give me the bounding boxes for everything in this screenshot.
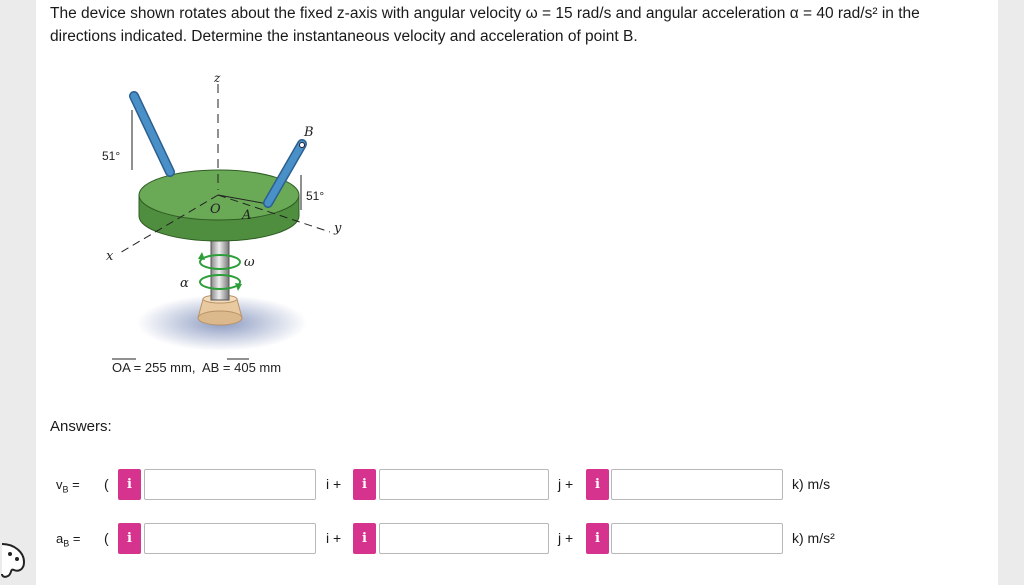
acceleration-subscript: B: [63, 538, 70, 549]
velocity-label: [56, 477, 80, 495]
answers-label: Answers:: [50, 418, 112, 435]
angle-right-label: 51°: [306, 189, 325, 203]
velocity-i-unit: i +: [326, 476, 342, 492]
acceleration-k-unit: k) m/s²: [792, 530, 835, 546]
omega-arrowhead: [198, 252, 205, 260]
velocity-i-input[interactable]: [144, 469, 316, 500]
problem-statement: [50, 2, 980, 48]
velocity-k-info-button[interactable]: i: [586, 469, 609, 500]
angle-left-label: 51°: [102, 149, 121, 163]
alpha-label: α: [180, 276, 189, 291]
acceleration-k-info-button[interactable]: i: [586, 523, 609, 554]
acceleration-symbol: a: [56, 531, 64, 546]
acceleration-equals: =: [72, 531, 81, 546]
velocity-j-input[interactable]: [379, 469, 549, 500]
acceleration-j-info-button[interactable]: i: [353, 523, 376, 554]
a-label: A: [242, 208, 252, 223]
velocity-k-unit: k) m/s: [792, 476, 831, 492]
acceleration-j-unit: j +: [558, 530, 574, 546]
problem-line-2: directions indicated. Determine the instantaneous velocity and acceleration of point B.: [50, 28, 638, 45]
velocity-symbol: v: [56, 477, 63, 492]
b-label: B: [304, 125, 314, 140]
velocity-i-info-button[interactable]: i: [118, 469, 141, 500]
acceleration-open-paren: (: [104, 530, 109, 546]
dimensions-label: OA = 255 mm, AB = 405 mm: [112, 360, 282, 375]
z-label: z: [214, 71, 221, 85]
palette-helper-icon[interactable]: [0, 540, 30, 582]
velocity-j-info-button[interactable]: i: [353, 469, 376, 500]
velocity-j-unit: j +: [558, 476, 574, 492]
o-label: O: [210, 202, 221, 217]
acceleration-k-input[interactable]: [611, 523, 783, 554]
base-bottom: [198, 311, 242, 325]
acceleration-row: [36, 523, 998, 557]
device-figure: [72, 60, 362, 380]
velocity-row: [36, 469, 998, 503]
acceleration-i-info-button[interactable]: i: [118, 523, 141, 554]
y-label: y: [334, 221, 342, 236]
omega-label: ω: [244, 255, 255, 270]
velocity-k-input[interactable]: [611, 469, 783, 500]
acceleration-j-input[interactable]: [379, 523, 549, 554]
rod-left-body: [134, 96, 170, 172]
acceleration-i-input[interactable]: [144, 523, 316, 554]
acceleration-label: [56, 531, 80, 549]
x-label: x: [106, 249, 114, 264]
velocity-open-paren: (: [104, 476, 109, 492]
problem-sheet: [36, 0, 998, 585]
point-b-marker: [300, 143, 305, 148]
acceleration-i-unit: i +: [326, 530, 342, 546]
problem-line-1: The device shown rotates about the fixed z-axis with angular velocity ω = 15 rad/s and angular acceleration α = 40 rad/s² in the: [50, 5, 920, 22]
velocity-equals: =: [72, 477, 80, 492]
velocity-subscript: B: [62, 484, 69, 495]
